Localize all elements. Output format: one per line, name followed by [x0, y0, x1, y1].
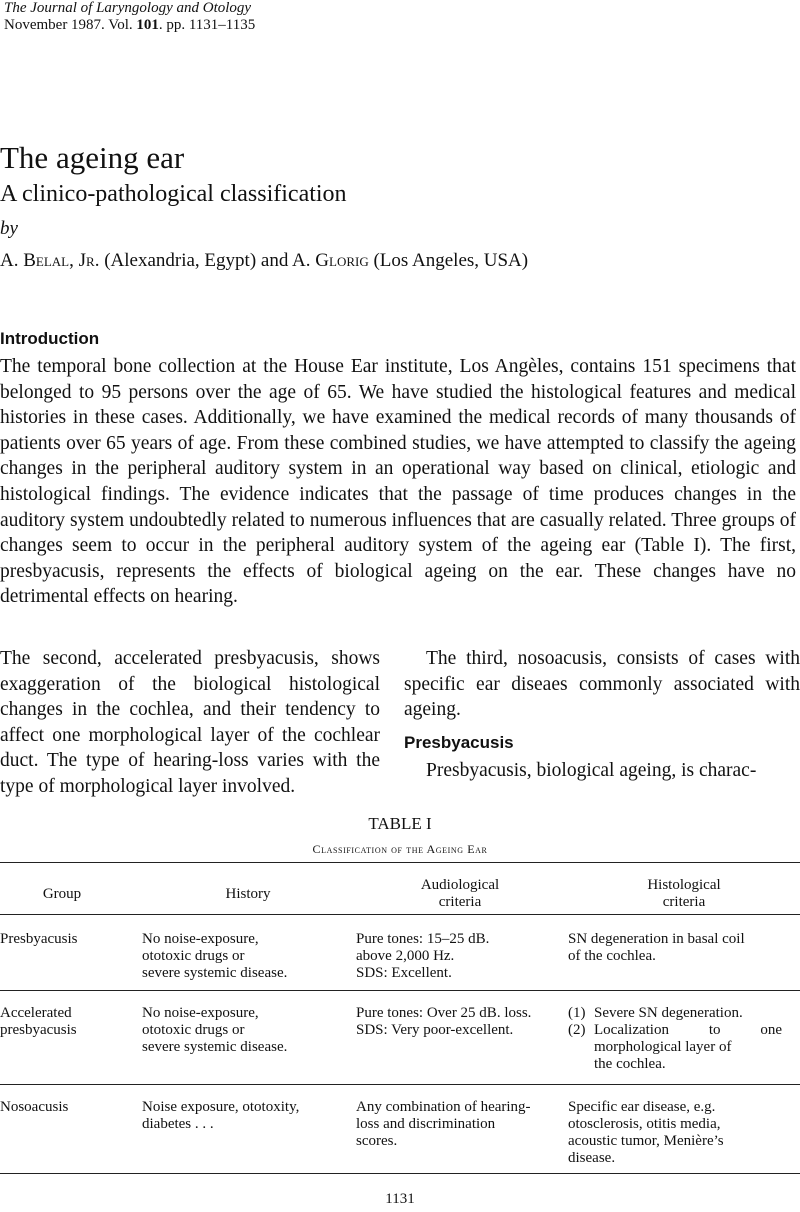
row1-history: No noise-exposure, ototoxic drugs or severe systemic disease.: [142, 931, 288, 981]
row1-histological: SN degeneration in basal coil of the cochlea.: [568, 931, 745, 964]
histological-item: (2) Localization to one: [568, 1022, 782, 1038]
header-histological: Histological criteria: [647, 877, 721, 910]
table-row2-rule: [0, 1084, 800, 1085]
journal-volume: 101: [136, 17, 159, 33]
table-label: TABLE I: [368, 814, 432, 833]
row3-audiological: Any combination of hearing- loss and discrimination scores.: [356, 1099, 531, 1149]
author1-name: Belal: [23, 250, 70, 271]
presbyacusis-heading: Presbyacusis: [404, 733, 514, 752]
row3-history: Noise exposure, ototoxity, diabetes . . .: [142, 1099, 300, 1132]
journal-header: [4, 0, 255, 34]
table-row1-rule: [0, 990, 800, 991]
row2-audiological: Pure tones: Over 25 dB. loss. SDS: Very poor-excellent.: [356, 1005, 532, 1038]
row1-group: Presbyacusis: [0, 931, 78, 947]
journal-issue: November 1987. Vol. 101. pp. 1131–1135: [4, 17, 256, 33]
introduction-paragraph: The temporal bone collection at the House Ear institute, Los Angèles, contains 151 specimens that belonged to 95 persons over the age of 65. We have studied the histological features and medical histories in these cases. Additionally, we have examined the medical records of many thousands of patients over 65 years of age. From these combined studies, we have attempted to classify the ageing changes in the peripheral auditory system in an operational way based on clinical, etiologic and histological findings. The evidence indicates that the passage of time produces changes in the auditory system undoubtedly related to numerous influences that are casually related. Three groups of changes seem to occur in the peripheral auditory system of the ageing ear (Table I). The first, presbyacusis, represents the effects of biological ageing on the ear. These changes have no detrimental effects on hearing.: [0, 356, 796, 608]
article-title: The ageing ear: [0, 140, 185, 175]
presbyacusis-paragraph: Presbyacusis, biological ageing, is charac-: [426, 760, 757, 781]
header-history: History: [225, 886, 271, 902]
row2-group: Accelerated presbyacusis: [0, 1005, 77, 1038]
right-column-paragraph: The third, nosoacusis, consists of cases with specific ear diseaes commonly associated with ageing.: [404, 648, 800, 721]
introduction-heading: Introduction: [0, 329, 100, 348]
authors-line: A. Belal, Jr. (Alexandria, Egypt) and A. Glorig (Los Angeles, USA): [0, 250, 529, 271]
table-caption: Classification of the Ageing Ear: [312, 842, 488, 856]
header-group: Group: [42, 886, 82, 902]
byline-by: by: [0, 218, 18, 239]
author2-name: Glorig: [315, 250, 369, 271]
row1-audiological: Pure tones: 15–25 dB. above 2,000 Hz. SDS: Excellent.: [356, 931, 490, 981]
row3-group: Nosoacusis: [0, 1099, 69, 1115]
header-audiological: Audiological criteria: [420, 877, 500, 910]
left-column-paragraph: The second, accelerated presbyacusis, shows exaggeration of the biological histological changes in the cochlea, and their tendency to affect one morphological layer of the cochlear duct. The type of hearing-loss varies with the type of morphological layer involved.: [0, 648, 380, 797]
row2-history: No noise-exposure, ototoxic drugs or severe systemic disease.: [142, 1005, 288, 1055]
table-top-rule: [0, 862, 800, 863]
article-subtitle: A clinico-pathological classification: [0, 181, 347, 207]
row2-histological: (1) Severe SN degeneration. (2) Localization to one morphological layer of the cochlea.: [568, 1005, 782, 1072]
page-number: 1131: [385, 1191, 415, 1207]
table-bottom-rule: [0, 1173, 800, 1174]
table-header-rule: [0, 914, 800, 915]
histological-item: (1) Severe SN degeneration.: [568, 1005, 743, 1021]
row3-histological: Specific ear disease, e.g. otosclerosis, otitis media, acoustic tumor, Menière’s disease.: [568, 1099, 724, 1166]
journal-name: The Journal of Laryngology and Otology: [4, 0, 252, 16]
